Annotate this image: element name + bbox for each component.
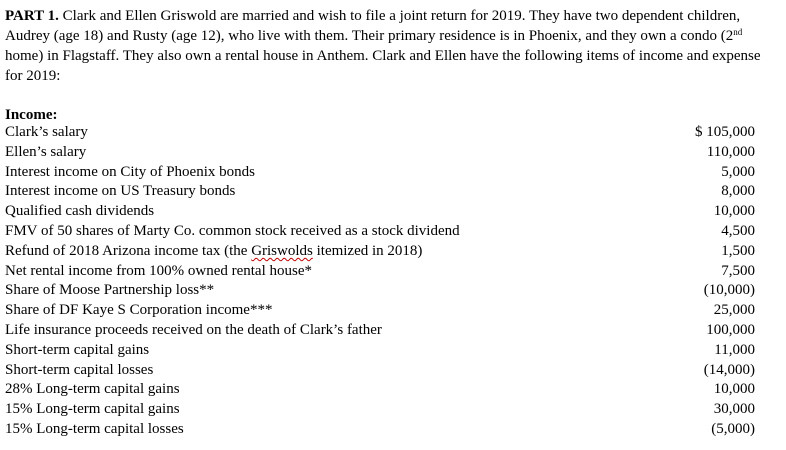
- income-label-post: itemized in 2018): [312, 242, 423, 259]
- income-amount: 8,000: [721, 183, 755, 200]
- income-row: [5, 143, 755, 163]
- income-amount: 10,000: [713, 381, 755, 398]
- income-row: [5, 163, 755, 183]
- income-label: Share of DF Kaye S Corporation income***: [5, 302, 273, 319]
- income-label: Short-term capital losses: [5, 361, 154, 378]
- income-heading: Income:: [5, 107, 58, 123]
- income-amount: 4,500: [721, 222, 755, 239]
- income-label: Life insurance proceeds received on the death of Clark’s father: [5, 321, 382, 338]
- income-row: [5, 123, 755, 143]
- income-label: Interest income on US Treasury bonds: [5, 183, 236, 200]
- income-amount: 25,000: [713, 302, 755, 319]
- income-label: 15% Long-term capital gains: [5, 401, 180, 418]
- income-label: Net rental income from 100% owned rental house*: [5, 262, 312, 279]
- income-label: Interest income on City of Phoenix bonds: [5, 163, 255, 180]
- income-label: 28% Long-term capital gains: [5, 381, 180, 398]
- income-amount: 7,500: [721, 262, 755, 279]
- spellcheck-marked-word: Griswolds: [251, 242, 313, 259]
- part-label: PART 1.: [5, 8, 59, 24]
- income-label: [5, 242, 422, 262]
- intro-superscript: nd: [733, 27, 743, 37]
- income-row: [5, 361, 755, 381]
- income-row: [5, 420, 755, 440]
- income-amount: 10,000: [713, 203, 755, 220]
- income-row: [5, 341, 755, 361]
- intro-text-2: home) in Flagstaff. They also own a rental house in Anthem. Clark and Ellen have the following items of income and expense for 2019:: [5, 48, 761, 84]
- income-amount: (10,000): [703, 282, 755, 299]
- intro-paragraph: [5, 6, 775, 86]
- income-amount: 5,000: [721, 163, 755, 180]
- income-label: FMV of 50 shares of Marty Co. common stock received as a stock dividend: [5, 222, 460, 239]
- income-amount: 1,500: [721, 242, 755, 259]
- income-amount: 11,000: [714, 341, 755, 358]
- income-amount: (14,000): [703, 361, 755, 378]
- income-amount: $ 105,000: [695, 124, 755, 140]
- income-row: [5, 202, 755, 222]
- income-row: [5, 301, 755, 321]
- income-label-pre: Refund of 2018 Arizona income tax (the: [5, 242, 252, 259]
- income-amount: (5,000): [711, 420, 755, 437]
- income-label: Qualified cash dividends: [5, 203, 155, 220]
- income-amount: 30,000: [713, 401, 755, 418]
- income-row: [5, 281, 755, 301]
- income-row: [5, 321, 755, 341]
- income-row: [5, 400, 755, 420]
- income-amount: 110,000: [706, 143, 755, 160]
- income-row: [5, 222, 755, 242]
- income-row: [5, 182, 755, 202]
- income-label: Clark’s salary: [5, 124, 88, 140]
- income-label: Share of Moose Partnership loss**: [5, 282, 215, 299]
- income-list: [5, 123, 755, 440]
- income-row: [5, 380, 755, 400]
- intro-text-1: Clark and Ellen Griswold are married and wish to file a joint return for 2019. They have two dependent children, Audrey (age 18) and Rusty (age 12), who live with them. Their primary residence is in Phoenix, and they own a condo (2: [5, 8, 741, 44]
- income-label: Ellen’s salary: [5, 143, 87, 160]
- income-amount: 100,000: [706, 321, 755, 338]
- income-label: 15% Long-term capital losses: [5, 420, 184, 437]
- income-row: [5, 262, 755, 282]
- income-row: [5, 242, 755, 262]
- income-label: Short-term capital gains: [5, 341, 150, 358]
